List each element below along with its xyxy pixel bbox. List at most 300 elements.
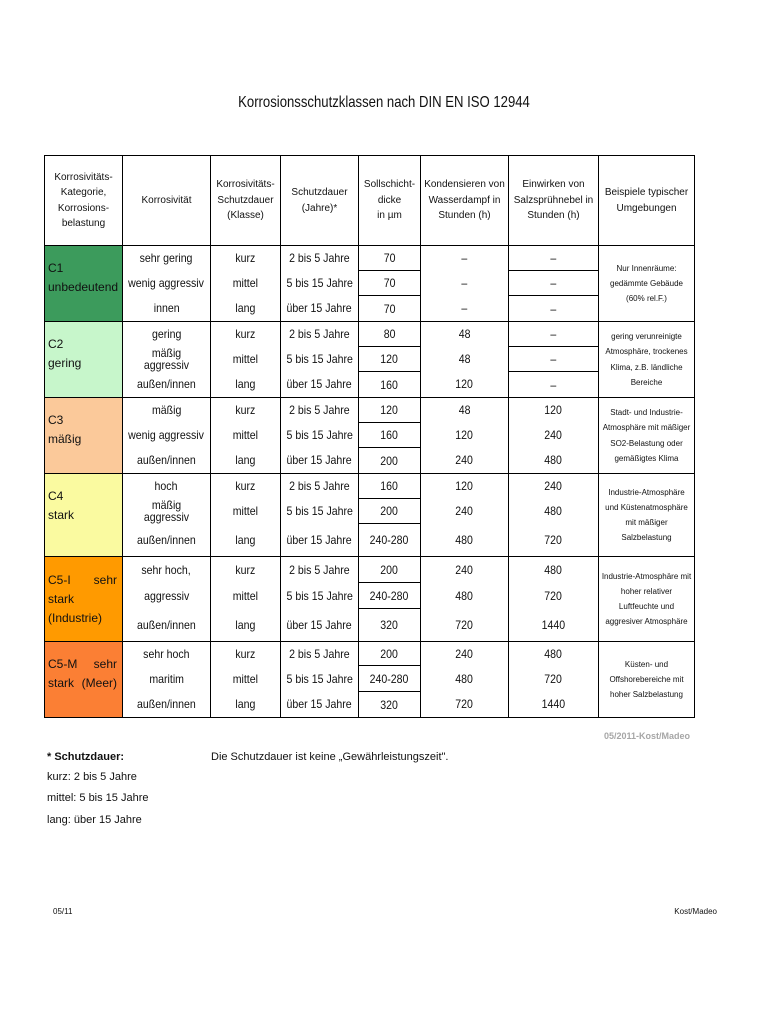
category-label-line	[48, 411, 122, 430]
example-environment-text: Küsten- und Offshorebereiche mit hoher Salzbelastung	[609, 659, 684, 700]
protection-class-cell	[211, 448, 281, 474]
table-row	[45, 499, 695, 524]
protection-class-cell	[211, 398, 281, 423]
thickness-cell	[359, 448, 421, 474]
table-row	[45, 271, 695, 296]
protection-class-cell-value: kurz	[235, 403, 256, 418]
salt-spray-cell-value: 720	[544, 532, 563, 547]
category-label-line	[48, 590, 122, 609]
protection-duration-cell	[281, 609, 359, 642]
salt-spray-cell-value: 480	[544, 453, 563, 468]
protection-duration-cell	[281, 271, 359, 296]
corrosivity-cell	[123, 583, 211, 609]
thickness-cell	[359, 499, 421, 524]
category-label-line	[48, 259, 122, 278]
salt-spray-cell-value: 480	[544, 504, 563, 518]
example-environment-cell	[599, 474, 695, 557]
salt-spray-cell	[509, 296, 599, 322]
salt-spray-cell-value: –	[550, 301, 557, 316]
protection-class-cell-value: lang	[235, 697, 256, 712]
credit-note: 05/2011-Kost/Madeo	[603, 731, 690, 741]
condensation-cell	[421, 347, 509, 372]
protection-class-cell-value: mittel	[232, 428, 259, 442]
header-corrosivity: Korrosivität	[123, 156, 211, 246]
salt-spray-cell	[509, 666, 599, 692]
corrosivity-cell	[123, 322, 211, 347]
salt-spray-cell	[509, 347, 599, 372]
example-environment-cell	[599, 246, 695, 322]
protection-duration-cell	[281, 296, 359, 322]
protection-duration-cell-value: 2 bis 5 Jahre	[289, 327, 350, 342]
salt-spray-cell	[509, 609, 599, 642]
corrosivity-text: sehr gering	[140, 251, 193, 266]
condensation-cell	[421, 448, 509, 474]
protection-duration-cell-value: 2 bis 5 Jahre	[289, 646, 350, 661]
corrosivity-cell	[123, 271, 211, 296]
category-label-line	[48, 674, 122, 693]
corrosivity-text: innen	[153, 301, 180, 316]
protection-duration-cell-value: 5 bis 15 Jahre	[286, 428, 353, 442]
corrosivity-text: hoch	[155, 479, 178, 494]
salt-spray-cell-value: –	[550, 251, 557, 265]
corrosivity-cell	[123, 609, 211, 642]
table-row	[45, 524, 695, 557]
salt-spray-cell-value: –	[550, 352, 557, 366]
condensation-cell-value: 120	[455, 428, 474, 442]
category-cell	[45, 474, 123, 557]
table-row	[45, 347, 695, 372]
example-environment-text: Stadt- und Industrie-Atmosphäre mit mäßiger SO2-Belastung oder gemäßigtes Klima	[602, 408, 691, 463]
protection-class-cell	[211, 347, 281, 372]
corrosivity-text: maritim	[149, 671, 184, 686]
salt-spray-cell-value: 480	[544, 646, 563, 661]
protection-class-cell-value: mittel	[232, 588, 259, 603]
salt-spray-cell	[509, 583, 599, 609]
salt-spray-cell	[509, 322, 599, 347]
condensation-cell-value: 720	[455, 617, 474, 632]
category-label-line	[48, 430, 122, 449]
condensation-cell	[421, 666, 509, 692]
header-protection-class: Korrosivitäts- Schutzdauer (Klasse)	[211, 156, 281, 246]
condensation-cell	[421, 499, 509, 524]
category-label-line	[48, 655, 122, 674]
protection-duration-cell	[281, 448, 359, 474]
salt-spray-cell	[509, 246, 599, 271]
salt-spray-cell-value: 720	[544, 671, 563, 686]
protection-class-cell-value: lang	[235, 617, 256, 632]
salt-spray-cell-value: 240	[544, 428, 563, 442]
condensation-cell	[421, 524, 509, 557]
condensation-cell	[421, 474, 509, 499]
salt-spray-cell	[509, 642, 599, 666]
condensation-cell	[421, 692, 509, 718]
salt-spray-cell	[509, 557, 599, 583]
category-label-line	[48, 335, 122, 354]
category-label: (Industrie)	[48, 611, 103, 626]
thickness-cell	[359, 666, 421, 692]
corrosivity-cell	[123, 692, 211, 718]
condensation-cell-value: 240	[455, 646, 474, 661]
category-label: C5-I	[48, 573, 71, 587]
footnote-line-mittel: mittel: 5 bis 15 Jahre	[47, 792, 149, 804]
protection-duration-cell-value: 5 bis 15 Jahre	[286, 671, 353, 686]
table-row	[45, 557, 695, 583]
thickness-cell	[359, 398, 421, 423]
corrosivity-text: aggressiv	[143, 588, 190, 603]
corrosivity-text: mäßig aggressiv	[143, 498, 190, 524]
condensation-cell	[421, 557, 509, 583]
protection-duration-cell-value: 2 bis 5 Jahre	[289, 251, 350, 266]
category-label-line	[48, 571, 122, 590]
protection-class-cell-value: kurz	[235, 251, 256, 266]
footnote-remark: Die Schutzdauer ist keine „Gewährleistungszeit".	[211, 751, 449, 763]
thickness-cell-value: 160	[380, 428, 399, 442]
thickness-cell-value: 240-280	[370, 588, 409, 603]
protection-duration-cell	[281, 583, 359, 609]
thickness-cell	[359, 692, 421, 718]
protection-class-cell-value: kurz	[235, 646, 256, 661]
corrosivity-text: außen/innen	[137, 453, 196, 468]
category-label-line	[48, 354, 122, 373]
protection-duration-cell-value: 5 bis 15 Jahre	[286, 504, 353, 518]
thickness-cell-value: 120	[380, 403, 399, 417]
protection-duration-cell-value: über 15 Jahre	[286, 617, 353, 632]
salt-spray-cell-value: 1440	[541, 697, 566, 712]
protection-duration-cell	[281, 557, 359, 583]
category-label-line	[48, 278, 122, 297]
protection-class-cell-value: lang	[235, 301, 256, 316]
corrosivity-cell	[123, 666, 211, 692]
condensation-cell	[421, 296, 509, 322]
corrosivity-text: mäßig	[151, 403, 182, 418]
category-label: C1	[48, 261, 64, 275]
condensation-cell-value: 48	[458, 327, 471, 342]
protection-duration-cell	[281, 666, 359, 692]
thickness-cell-value: 70	[383, 251, 396, 265]
condensation-cell	[421, 322, 509, 347]
corrosivity-cell	[123, 524, 211, 557]
corrosivity-text: außen/innen	[137, 697, 196, 712]
protection-duration-cell	[281, 474, 359, 499]
salt-spray-cell	[509, 271, 599, 296]
thickness-cell	[359, 246, 421, 271]
protection-class-cell	[211, 372, 281, 398]
thickness-cell-value: 240-280	[370, 671, 409, 686]
example-environment-cell	[599, 642, 695, 718]
salt-spray-cell-value: 720	[544, 588, 563, 603]
protection-class-cell-value: lang	[235, 377, 256, 392]
header-condensation: Kondensieren von Wasserdampf in Stunden (h)	[421, 156, 509, 246]
thickness-cell-value: 120	[380, 352, 399, 366]
corrosivity-text: wenig aggressiv	[128, 428, 205, 442]
footnote-line-lang: lang: über 15 Jahre	[47, 814, 142, 826]
category-label: C5-M	[48, 657, 78, 671]
table-row	[45, 423, 695, 448]
condensation-cell-value: 48	[458, 352, 471, 366]
corrosivity-text: außen/innen	[137, 532, 196, 547]
condensation-cell-value: 480	[455, 671, 474, 686]
corrosivity-text: sehr hoch,	[141, 562, 192, 577]
protection-duration-cell-value: 2 bis 5 Jahre	[289, 403, 350, 418]
example-environment-cell	[599, 398, 695, 474]
example-environment-text: Nur Innenräume: gedämmte Gebäude (60% rel.F.)	[610, 263, 683, 304]
thickness-cell-value: 70	[383, 301, 396, 316]
protection-class-cell	[211, 642, 281, 666]
category-label: C4	[48, 489, 64, 503]
condensation-cell	[421, 271, 509, 296]
thickness-cell-value: 200	[380, 453, 399, 468]
protection-class-cell-value: mittel	[232, 671, 259, 686]
condensation-cell-value: 120	[455, 479, 474, 494]
protection-duration-cell	[281, 246, 359, 271]
category-label-line	[48, 609, 122, 628]
salt-spray-cell	[509, 692, 599, 718]
salt-spray-cell-value: 240	[544, 479, 563, 494]
condensation-cell-value: 480	[455, 532, 474, 547]
corrosivity-cell	[123, 246, 211, 271]
salt-spray-cell-value: 1440	[541, 617, 566, 632]
protection-duration-cell	[281, 398, 359, 423]
protection-class-cell-value: kurz	[235, 562, 256, 577]
protection-class-cell	[211, 474, 281, 499]
thickness-cell	[359, 296, 421, 322]
salt-spray-cell	[509, 474, 599, 499]
protection-class-cell	[211, 246, 281, 271]
example-environment-cell	[599, 557, 695, 642]
salt-spray-cell-value: –	[550, 377, 557, 392]
protection-class-cell	[211, 322, 281, 347]
thickness-cell	[359, 524, 421, 557]
thickness-cell-value: 320	[380, 618, 399, 632]
condensation-cell-value: 480	[455, 588, 474, 603]
footnote-title: * Schutzdauer:	[47, 751, 125, 763]
category-label: mäßig	[48, 432, 82, 447]
protection-duration-cell-value: über 15 Jahre	[286, 301, 353, 316]
thickness-cell	[359, 557, 421, 583]
category-label: sehr	[93, 657, 117, 671]
thickness-cell	[359, 474, 421, 499]
thickness-cell	[359, 423, 421, 448]
category-label: unbedeutend	[48, 280, 119, 295]
protection-duration-cell-value: 2 bis 5 Jahre	[289, 479, 350, 494]
protection-class-cell	[211, 583, 281, 609]
category-cell	[45, 322, 123, 398]
corrosivity-cell	[123, 296, 211, 322]
category-label: stark	[48, 508, 75, 523]
footer-date: 05/11	[53, 907, 73, 916]
condensation-cell-value: –	[461, 251, 468, 266]
corrosivity-cell	[123, 423, 211, 448]
category-label-line	[48, 487, 122, 506]
salt-spray-cell-value: –	[550, 276, 557, 290]
condensation-cell-value: 240	[455, 562, 474, 577]
category-cell	[45, 557, 123, 642]
protection-class-cell	[211, 692, 281, 718]
corrosivity-cell	[123, 642, 211, 666]
condensation-cell-value: 720	[455, 697, 474, 712]
category-label: C3	[48, 413, 64, 427]
protection-class-cell-value: mittel	[232, 352, 259, 366]
corrosivity-text: wenig aggressiv	[128, 276, 205, 290]
salt-spray-cell	[509, 499, 599, 524]
protection-duration-cell-value: über 15 Jahre	[286, 377, 353, 392]
category-label: (Meer)	[81, 676, 117, 691]
table-row	[45, 296, 695, 322]
protection-class-cell-value: kurz	[235, 479, 256, 494]
corrosivity-cell	[123, 499, 211, 524]
category-cell	[45, 398, 123, 474]
table-row	[45, 246, 695, 271]
condensation-cell	[421, 609, 509, 642]
protection-duration-cell-value: über 15 Jahre	[286, 532, 353, 547]
condensation-cell	[421, 642, 509, 666]
thickness-cell	[359, 322, 421, 347]
protection-class-cell	[211, 271, 281, 296]
protection-duration-cell	[281, 499, 359, 524]
category-label: C2	[48, 337, 64, 351]
example-environment-text: Industrie-Atmosphäre mit hoher relativer Luftfeuchte und aggresiver Atmosphäre	[601, 571, 692, 627]
condensation-cell	[421, 423, 509, 448]
protection-duration-cell	[281, 372, 359, 398]
corrosivity-cell	[123, 372, 211, 398]
category-label: stark	[48, 676, 75, 691]
thickness-cell-value: 160	[380, 479, 399, 493]
table-row	[45, 448, 695, 474]
protection-class-cell-value: mittel	[232, 276, 259, 290]
example-environment-cell	[599, 322, 695, 398]
table-row	[45, 642, 695, 666]
thickness-cell-value: 200	[380, 646, 399, 661]
corrosivity-cell	[123, 474, 211, 499]
corrosivity-text: mäßig aggressiv	[143, 346, 190, 372]
salt-spray-cell	[509, 524, 599, 557]
thickness-cell-value: 240-280	[370, 533, 409, 547]
protection-class-cell-value: lang	[235, 532, 256, 547]
thickness-cell-value: 320	[380, 697, 399, 712]
protection-duration-cell-value: 5 bis 15 Jahre	[286, 588, 353, 603]
thickness-cell	[359, 609, 421, 642]
protection-duration-cell-value: 5 bis 15 Jahre	[286, 352, 353, 366]
salt-spray-cell-value: –	[550, 327, 557, 341]
corrosivity-text: außen/innen	[137, 617, 196, 632]
protection-duration-cell	[281, 423, 359, 448]
corrosivity-cell	[123, 448, 211, 474]
table-row	[45, 609, 695, 642]
protection-class-cell	[211, 557, 281, 583]
protection-duration-cell-value: über 15 Jahre	[286, 453, 353, 468]
protection-duration-cell	[281, 322, 359, 347]
condensation-cell-value: –	[461, 301, 468, 316]
thickness-cell-value: 200	[380, 504, 399, 518]
salt-spray-cell-value: 120	[544, 403, 563, 418]
corrosivity-text: gering	[151, 327, 182, 342]
salt-spray-cell	[509, 423, 599, 448]
table-row	[45, 372, 695, 398]
thickness-cell	[359, 583, 421, 609]
protection-duration-cell	[281, 524, 359, 557]
page-title: Korrosionsschutzklassen nach DIN EN ISO 12944	[238, 94, 530, 111]
protection-duration-cell	[281, 642, 359, 666]
category-label-line	[48, 506, 122, 525]
category-label: gering	[48, 356, 82, 371]
protection-duration-cell	[281, 692, 359, 718]
corrosivity-text: sehr hoch	[143, 646, 190, 661]
table-body	[45, 246, 695, 718]
protection-class-cell	[211, 524, 281, 557]
table-row	[45, 474, 695, 499]
condensation-cell	[421, 398, 509, 423]
category-cell	[45, 246, 123, 322]
protection-class-cell	[211, 499, 281, 524]
condensation-cell	[421, 246, 509, 271]
protection-class-cell	[211, 423, 281, 448]
header-protection-duration: Schutzdauer (Jahre)*	[281, 156, 359, 246]
condensation-cell-value: 240	[455, 453, 474, 468]
condensation-cell	[421, 583, 509, 609]
thickness-cell	[359, 642, 421, 666]
header-salt-spray: Einwirken von Salzsprühnebel in Stunden (h)	[509, 156, 599, 246]
thickness-cell-value: 160	[380, 377, 399, 392]
protection-duration-cell-value: über 15 Jahre	[286, 697, 353, 712]
protection-class-cell-value: kurz	[235, 327, 256, 342]
table-row	[45, 583, 695, 609]
thickness-cell-value: 70	[383, 276, 396, 290]
corrosivity-cell	[123, 557, 211, 583]
condensation-cell-value: 240	[455, 504, 474, 518]
thickness-cell-value: 80	[383, 327, 396, 341]
salt-spray-cell	[509, 398, 599, 423]
table-row	[45, 398, 695, 423]
category-label: sehr	[93, 573, 117, 587]
table-row	[45, 692, 695, 718]
protection-class-cell-value: lang	[235, 453, 256, 468]
protection-class-cell	[211, 296, 281, 322]
protection-class-cell-value: mittel	[232, 504, 259, 518]
salt-spray-cell	[509, 372, 599, 398]
table-row	[45, 322, 695, 347]
example-environment-text: Industrie-Atmosphäre und Küstenatmosphäre mit mäßiger Salzbelastung	[605, 487, 688, 543]
example-environment-text: gering verunreinigte Atmosphäre, trockenes Klima, z.B. ländliche Bereiche	[605, 332, 688, 387]
condensation-cell-value: 120	[455, 377, 474, 392]
header-examples: Beispiele typischer Umgebungen	[599, 156, 695, 246]
protection-duration-cell-value: 5 bis 15 Jahre	[286, 276, 353, 290]
category-label: stark	[48, 592, 75, 607]
condensation-cell	[421, 372, 509, 398]
corrosion-class-table	[44, 155, 695, 718]
protection-duration-cell	[281, 347, 359, 372]
corrosivity-cell	[123, 398, 211, 423]
condensation-cell-value: 48	[458, 403, 471, 418]
thickness-cell	[359, 271, 421, 296]
protection-class-cell	[211, 609, 281, 642]
category-cell	[45, 642, 123, 718]
footnote-line-kurz: kurz: 2 bis 5 Jahre	[47, 771, 137, 783]
protection-class-cell	[211, 666, 281, 692]
header-category: Korrosivitäts- Kategorie, Korrosions- belastung	[45, 156, 123, 246]
corrosivity-text: außen/innen	[137, 377, 196, 392]
footer-author: Kost/Madeo	[674, 907, 717, 916]
salt-spray-cell	[509, 448, 599, 474]
corrosivity-cell	[123, 347, 211, 372]
table-header-row	[45, 156, 695, 246]
table-row	[45, 666, 695, 692]
salt-spray-cell-value: 480	[544, 562, 563, 577]
condensation-cell-value: –	[461, 276, 468, 290]
thickness-cell-value: 200	[380, 562, 399, 577]
header-thickness: Sollschicht- dicke in µm	[359, 156, 421, 246]
thickness-cell	[359, 372, 421, 398]
thickness-cell	[359, 347, 421, 372]
